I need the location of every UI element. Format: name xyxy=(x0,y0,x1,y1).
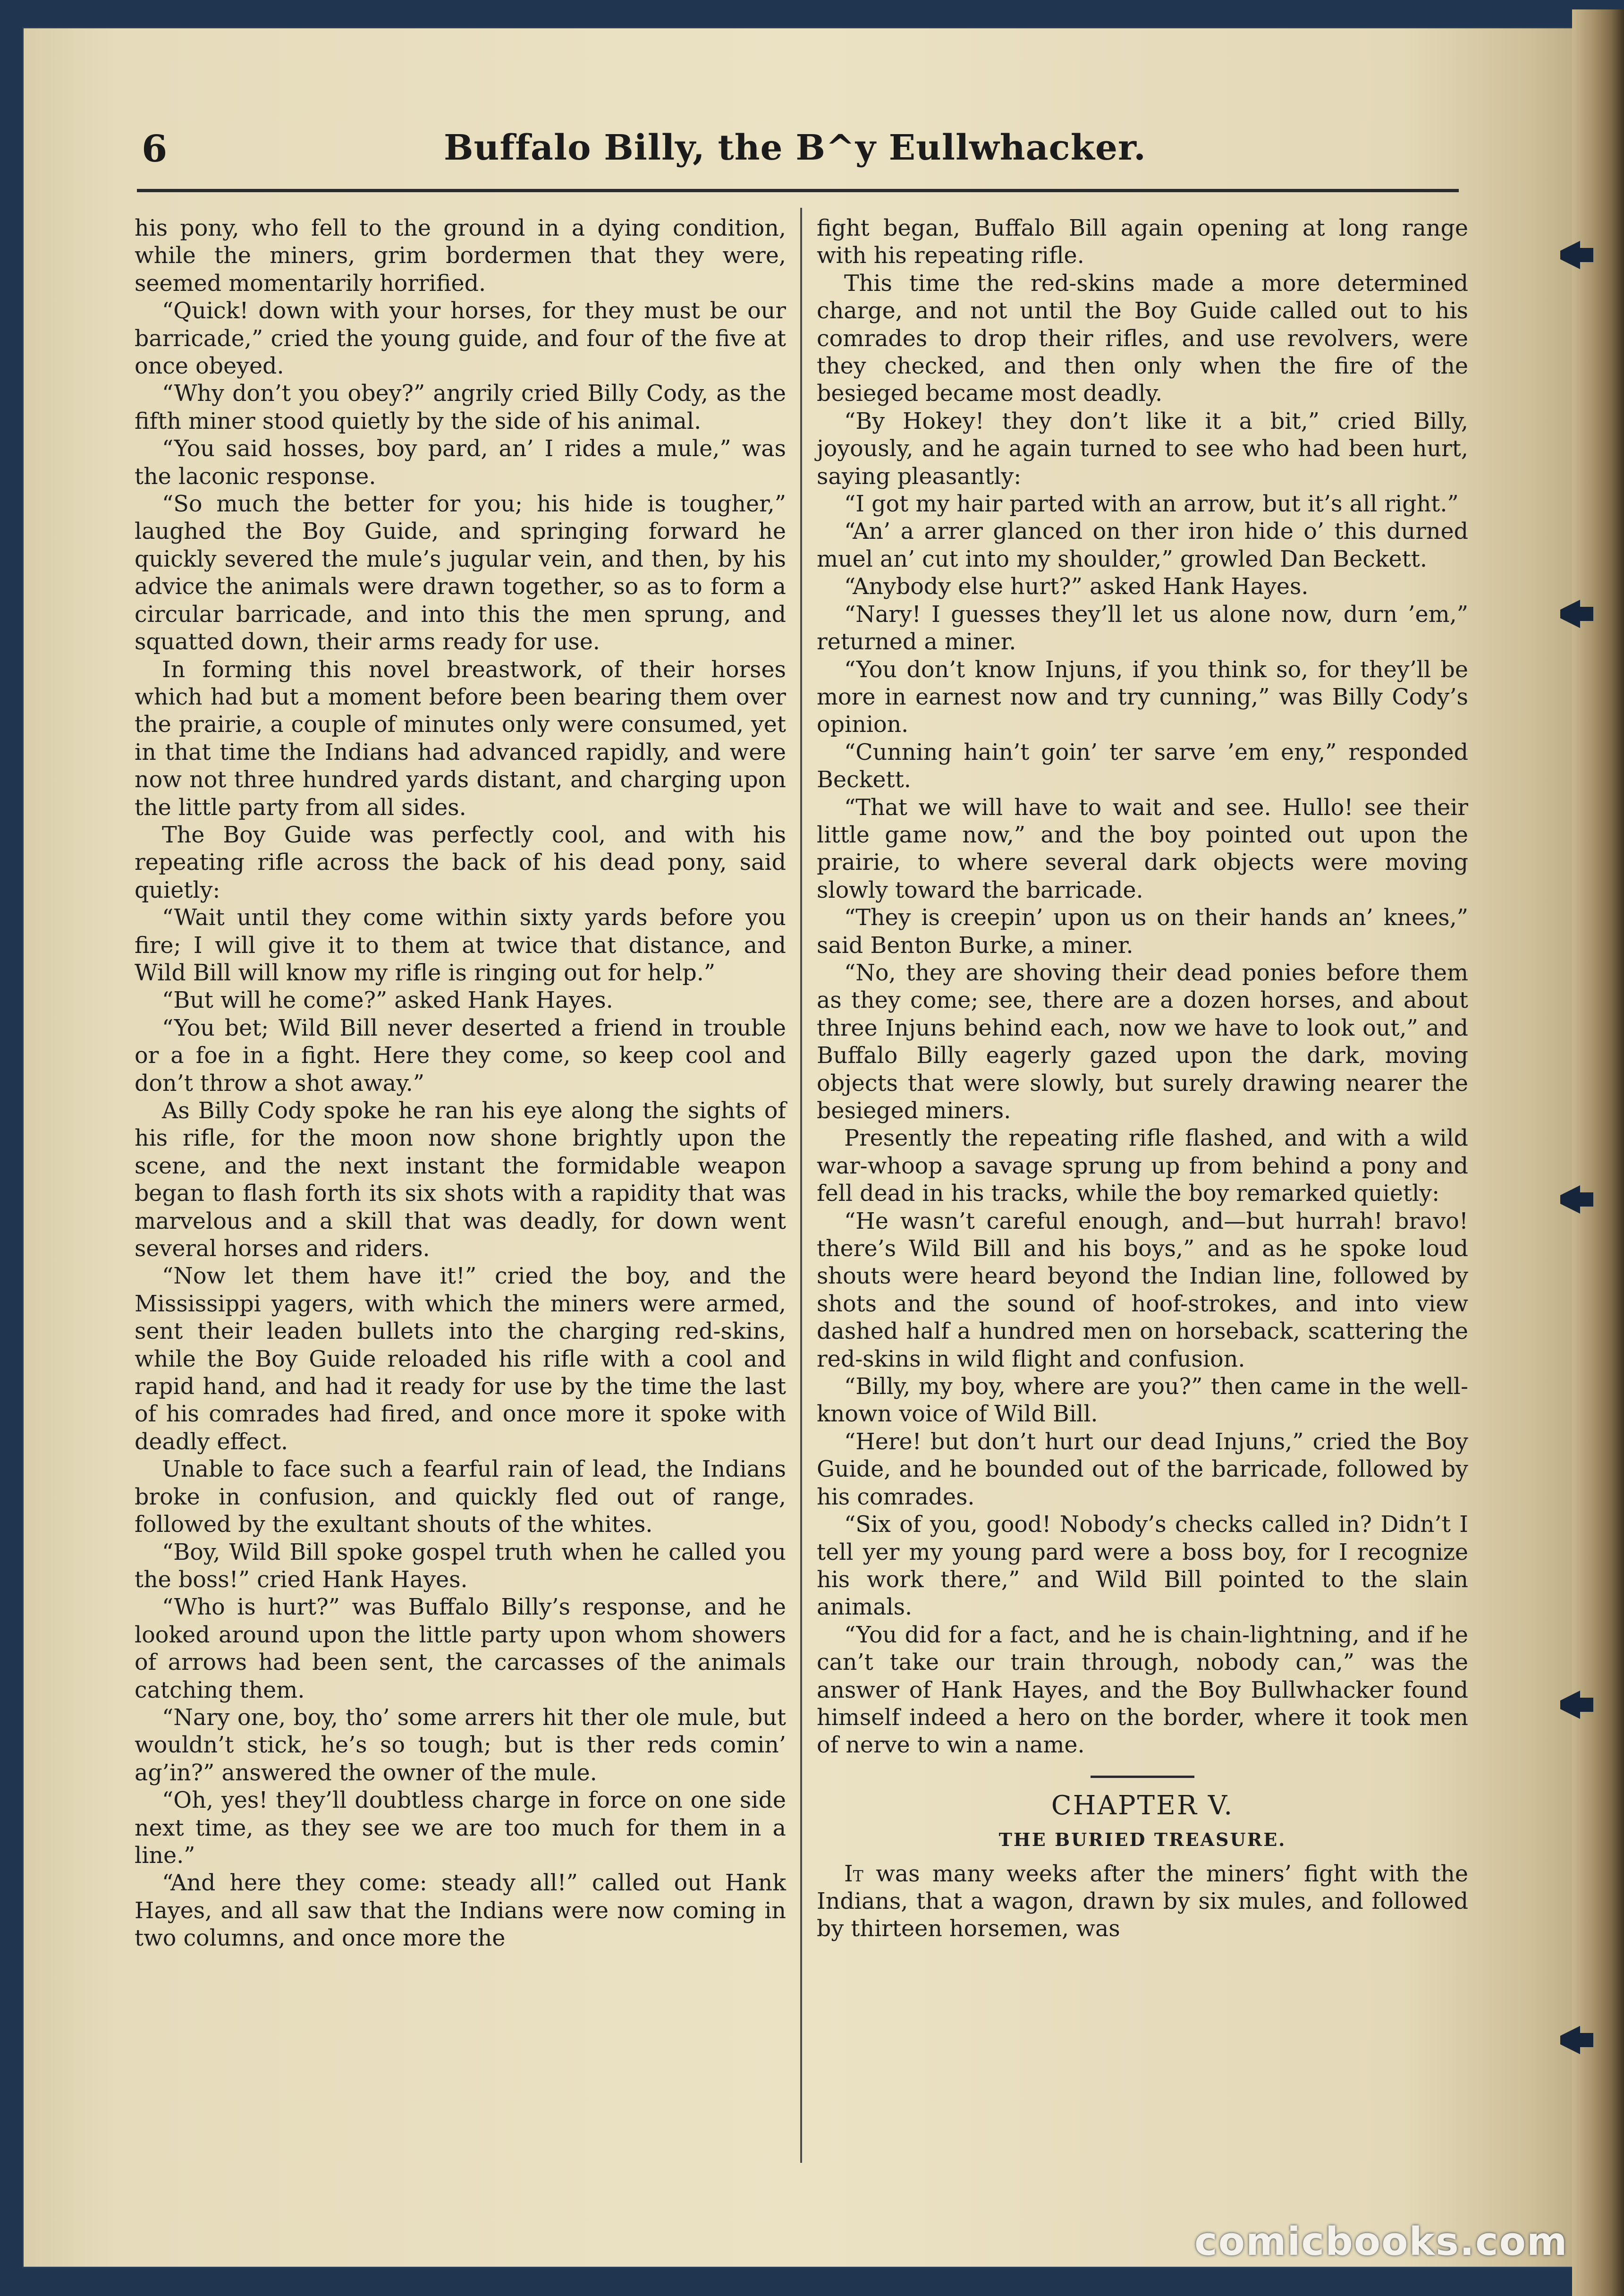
paragraph: “Six of you, good! Nobody’s checks called in? Didn’t I tell yer my young pard were a boss boy, for I recognize his work there,” and Wild Bill pointed to the slain animals. xyxy=(817,1512,1468,1621)
paragraph: “Nary one, boy, tho’ some arrers hit ther ole mule, but wouldn’t stick, he’s so tough; but is ther reds comin’ ag’in?” answered the owner of the mule. xyxy=(135,1704,786,1786)
page-header xyxy=(142,128,1463,184)
right-column xyxy=(817,215,1468,1943)
paragraph: “Cunning hain’t goin’ ter sarve ’em eny,” responded Beckett. xyxy=(817,739,1468,793)
page-edge xyxy=(1572,9,1624,2296)
paragraph: “You said hosses, boy pard, an’ I rides a mule,” was the laconic response. xyxy=(135,436,786,490)
paragraph: “Billy, my boy, where are you?” then came in the well-known voice of Wild Bill. xyxy=(817,1374,1468,1428)
paragraph: “No, they are shoving their dead ponies before them as they come; see, there are a dozen horses, and about three Injuns behind each, now we have to look out,” and Buffalo Billy eagerly gazed upon the dark, moving objects that were slowly, but surely drawing nearer the besieged miners. xyxy=(817,960,1468,1124)
paragraph: “Now let them have it!” cried the boy, and the Mississippi yagers, with which the miners were armed, sent their leaden bullets into the charging red-skins, while the Boy Guide reloaded his rifle with a cool and rapid hand, and had it ready for use by the time the last of his comrades had fired, and once more it spoke with deadly effect. xyxy=(135,1263,786,1455)
paragraph: Unable to face such a fearful rain of lead, the Indians broke in confusion, and quickly fled out of range, followed by the exultant shouts of the whites. xyxy=(135,1456,786,1538)
paragraph: “So much the better for you; his hide is tougher,” laughed the Boy Guide, and springing forward he quickly severed the mule’s jugular vein, and then, by his advice the animals were drawn together, so as to form a circular barricade, and into this the men sprung, and squatted down, their arms ready for use. xyxy=(135,491,786,655)
watermark: comicbooks.com xyxy=(1194,2219,1568,2264)
header-rule xyxy=(137,189,1459,192)
paragraph: “He wasn’t careful enough, and—but hurrah! bravo! there’s Wild Bill and his boys,” and as he spoke loud shouts were heard beyond the Indian line, followed by shots and the sound of hoof-strokes, and into view dashed half a hundred men on horseback, scattering the red-skins in wild flight and confusion. xyxy=(817,1208,1468,1372)
paragraph: “Nary! I guesses they’ll let us alone now, durn ’em,” returned a miner. xyxy=(817,601,1468,655)
paragraph: fight began, Buffalo Bill again opening at long range with his repeating rifle. xyxy=(817,215,1468,269)
paragraph: “You don’t know Injuns, if you think so, for they’ll be more in earnest now and try cunning,” was Billy Cody’s opinion. xyxy=(817,656,1468,738)
paragraph: “Anybody else hurt?” asked Hank Hayes. xyxy=(844,574,1309,600)
paragraph: This time the red-skins made a more determined charge, and not until the Boy Guide called out to his comrades to drop their rifles, and use revolvers, were they checked, and then only when the fire of the besieged became most deadly. xyxy=(817,270,1468,407)
running-title: Buffalo Billy, the B^y Eullwhacker. xyxy=(444,128,1146,168)
opening-text: was many weeks after the miners’ fight with the Indians, that a wagon, drawn by six mules, and followed by thirteen horsemen, was xyxy=(817,1861,1468,1942)
paragraph: “But will he come?” asked Hank Hayes. xyxy=(162,987,613,1014)
chapter-subheading: THE BURIED TREASURE. xyxy=(998,1829,1286,1851)
paragraph: In forming this novel breastwork, of their horses which had but a moment before been bearing them over the prairie, a couple of minutes only were consumed, yet in that time the Indians had advanced rapidly, and were now not three hundred yards distant, and charging upon the little party from all sides. xyxy=(135,656,786,821)
paragraph: “Why don’t you obey?” angrily cried Billy Cody, as the fifth miner stood quietly by the side of his animal. xyxy=(135,381,786,434)
chapter-heading: CHAPTER V. xyxy=(1051,1790,1234,1821)
column-divider xyxy=(800,208,802,2163)
paragraph: “They is creepin’ upon us on their hands an’ knees,” said Benton Burke, a miner. xyxy=(817,905,1468,959)
paragraph: “You did for a fact, and he is chain-lightning, and if he can’t take our train through, nobody can,” was the answer of Hank Hayes, and the Boy Bullwhacker found himself indeed a hero on the border, where it took men of nerve to win a name. xyxy=(817,1622,1468,1759)
paragraph: “Who is hurt?” was Buffalo Billy’s response, and he looked around upon the little party upon whom showers of arrows had been sent, the carcasses of the animals catching them. xyxy=(135,1594,786,1703)
paragraph: The Boy Guide was perfectly cool, and with his repeating rifle across the back of his dead pony, said quietly: xyxy=(135,822,786,903)
paragraph: “I got my hair parted with an arrow, but it’s all right.” xyxy=(844,491,1459,518)
paragraph: “Here! but don’t hurt our dead Injuns,” cried the Boy Guide, and he bounded out of the barricade, followed by his comrades. xyxy=(817,1429,1468,1510)
paragraph: “Quick! down with your horses, for they must be our barricade,” cried the young guide, and four of the five at once obeyed. xyxy=(135,298,786,380)
page-number: 6 xyxy=(142,128,168,170)
paragraph: “And here they come: steady all!” called out Hank Hayes, and all saw that the Indians were now coming in two columns, and once more the xyxy=(135,1870,786,1952)
paragraph: “By Hokey! they don’t like it a bit,” cried Billy, joyously, and he again turned to see who had been hurt, saying pleasantly: xyxy=(817,408,1468,490)
paragraph: “Wait until they come within sixty yards before you fire; I will give it to them at twice that distance, and Wild Bill will know my rifle is ringing out for help.” xyxy=(135,905,786,986)
paragraph: “An’ a arrer glanced on ther iron hide o’ this durned muel an’ cut into my shoulder,” growled Dan Beckett. xyxy=(817,519,1468,572)
paragraph: “You bet; Wild Bill never deserted a friend in trouble or a foe in a fight. Here they come, so keep cool and don’t throw a shot away.” xyxy=(135,1015,786,1097)
paragraph: “Oh, yes! they’ll doubtless charge in force on one side next time, as they see we are too much for them in a line.” xyxy=(135,1787,786,1869)
chapter-opening-paragraph xyxy=(817,1861,1468,1943)
chapter-divider xyxy=(1091,1776,1194,1778)
paragraph: As Billy Cody spoke he ran his eye along the sights of his rifle, for the moon now shone brightly upon the scene, and the next instant the formidable weapon began to flash forth its six shots with a rapidity that was marvelous and a skill that was deadly, for down went several horses and riders. xyxy=(135,1098,786,1262)
left-column xyxy=(135,215,786,1953)
paragraph: Presently the repeating rifle flashed, and with a wild war-whoop a savage sprung up from behind a pony and fell dead in his tracks, while the boy remarked quietly: xyxy=(817,1125,1468,1207)
opening-word: It xyxy=(844,1861,863,1887)
paragraph: his pony, who fell to the ground in a dying condition, while the miners, grim bordermen that they were, seemed momentarily horrified. xyxy=(135,215,786,297)
paragraph: “That we will have to wait and see. Hullo! see their little game now,” and the boy pointed out upon the prairie, to where several dark objects were moving slowly toward the barricade. xyxy=(817,794,1468,903)
paragraph: “Boy, Wild Bill spoke gospel truth when he called you the boss!” cried Hank Hayes. xyxy=(135,1539,786,1593)
